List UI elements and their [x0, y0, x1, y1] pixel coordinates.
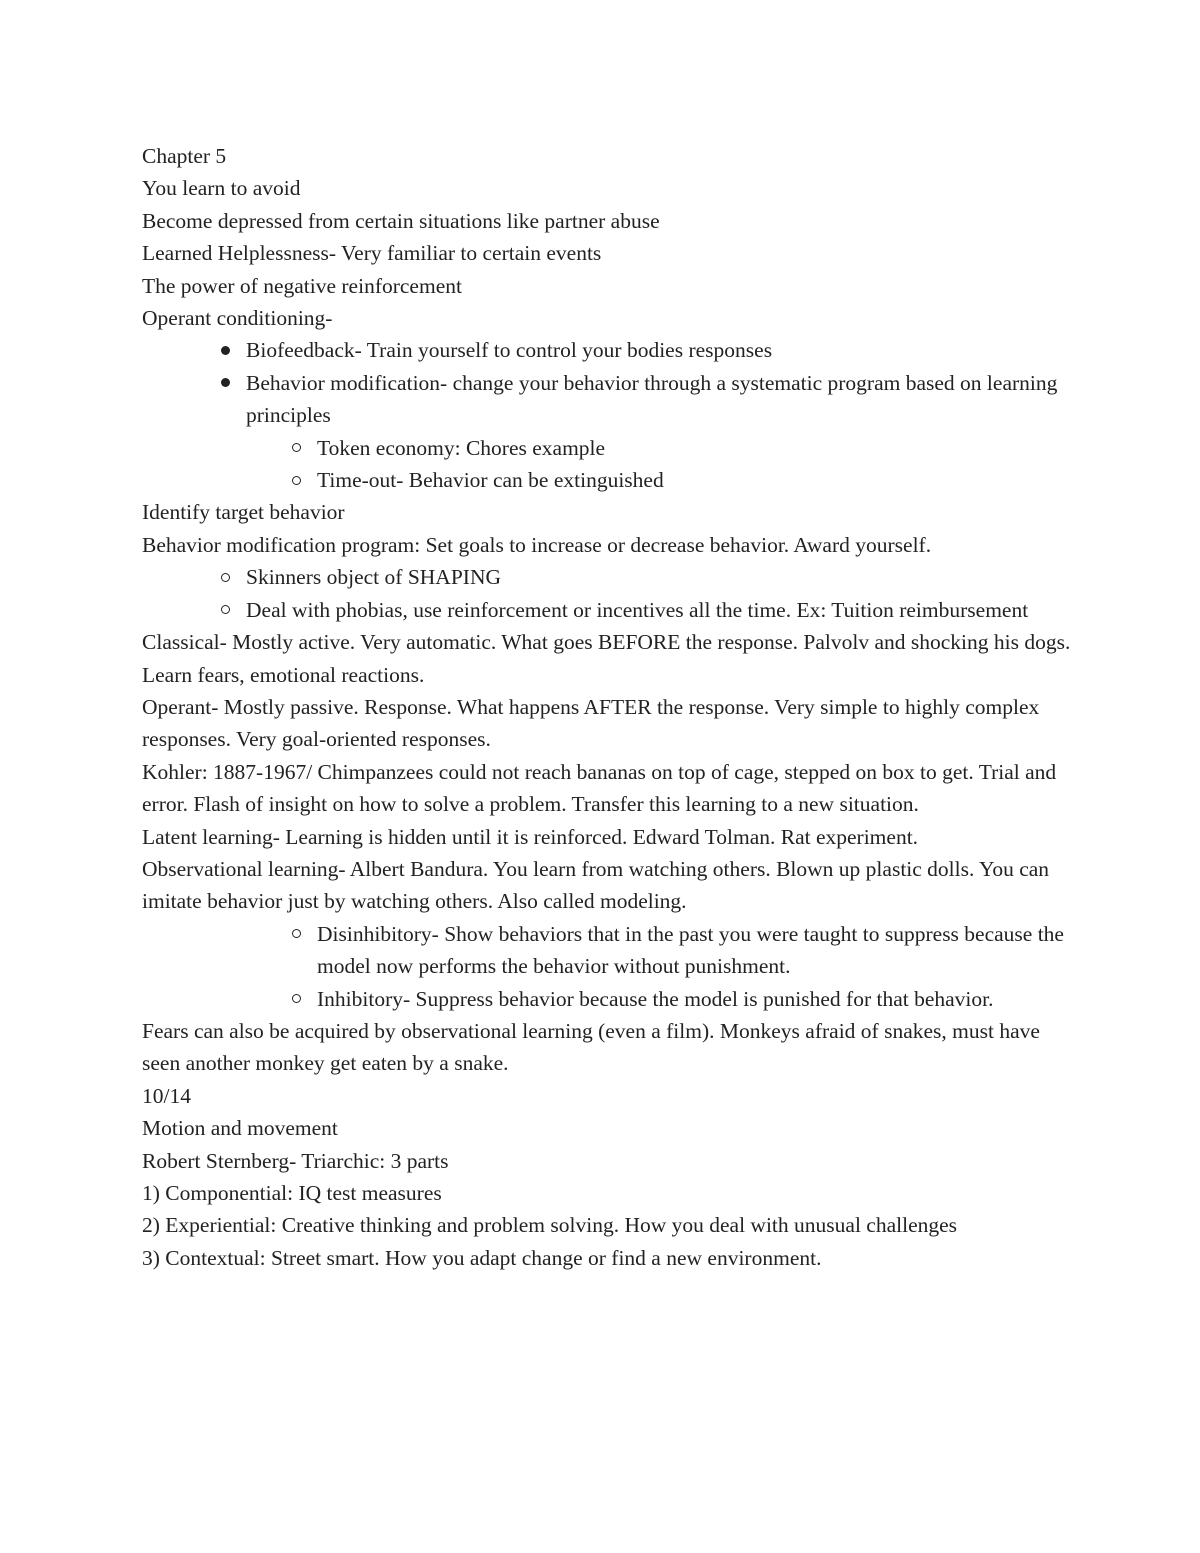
hollow-bullet-icon — [286, 983, 306, 1015]
note-line: Motion and movement — [142, 1116, 338, 1141]
bullet-text: Time-out- Behavior can be extinguished — [317, 468, 664, 493]
sub-bullet-item — [317, 464, 1072, 496]
filled-bullet-icon — [215, 367, 235, 399]
note-paragraph: Latent learning- Learning is hidden until it is reinforced. Edward Tolman. Rat experiment. — [142, 824, 919, 849]
numbered-line: 3) Contextual: Street smart. How you adapt change or find a new environment. — [142, 1245, 822, 1270]
bullet-text: Disinhibitory- Show behaviors that in the past you were taught to suppress because the model now performs the behavior without punishment. — [317, 921, 1064, 979]
note-line: Operant conditioning- — [142, 306, 333, 331]
note-line: Become depressed from certain situations like partner abuse — [142, 208, 660, 233]
note-paragraph: Operant- Mostly passive. Response. What happens AFTER the response. Very simple to highly complex responses. Very goal-oriented responses. — [142, 694, 1040, 752]
filled-bullet-icon — [215, 334, 235, 366]
bullet-text: Token economy: Chores example — [317, 435, 606, 460]
numbered-line: 1) Componential: IQ test measures — [142, 1181, 442, 1205]
sub-bullet-item — [317, 983, 1072, 1015]
note-line: You learn to avoid — [142, 176, 301, 201]
note-paragraph: Fears can also be acquired by observational learning (even a film). Monkeys afraid of snakes, must have seen another monkey get eaten by a snake. — [142, 1018, 1040, 1076]
note-paragraph: Kohler: 1887-1967/ Chimpanzees could not reach bananas on top of cage, stepped on box to get. Trial and error. Flash of insight on how to solve a problem. Transfer this learning to a new situation. — [142, 759, 1057, 817]
document-body — [142, 140, 1072, 1274]
chapter-heading: Chapter 5 — [142, 144, 227, 168]
hollow-bullet-icon — [215, 561, 235, 593]
numbered-line: 2) Experiential: Creative thinking and problem solving. How you deal with unusual challenges — [142, 1213, 958, 1238]
bullet-text: Biofeedback- Train yourself to control your bodies responses — [246, 338, 773, 363]
sub-bullet-item — [317, 918, 1072, 983]
note-paragraph: Classical- Mostly active. Very automatic. What goes BEFORE the response. Palvolv and shocking his dogs. Learn fears, emotional reactions. — [142, 630, 1071, 687]
note-line: The power of negative reinforcement — [142, 273, 462, 298]
bullet-item — [246, 334, 1072, 366]
note-line: Learned Helplessness- Very familiar to certain events — [142, 241, 602, 266]
note-line: Behavior modification program: Set goals to increase or decrease behavior. Award yourself. — [142, 532, 932, 557]
hollow-bullet-icon — [286, 432, 306, 464]
note-line: Robert Sternberg- Triarchic: 3 parts — [142, 1148, 449, 1173]
bullet-text: Skinners object of SHAPING — [246, 565, 501, 590]
bullet-item — [246, 594, 1072, 626]
sub-bullet-item — [317, 432, 1072, 464]
hollow-bullet-icon — [215, 594, 235, 626]
bullet-text: Behavior modification- change your behavior through a systematic program based on learning principles — [246, 370, 1058, 428]
bullet-item — [246, 367, 1072, 432]
note-line: Identify target behavior — [142, 500, 345, 525]
date-line: 10/14 — [142, 1083, 191, 1108]
hollow-bullet-icon — [286, 918, 306, 950]
hollow-bullet-icon — [286, 464, 306, 496]
bullet-text: Inhibitory- Suppress behavior because the model is punished for that behavior. — [317, 986, 994, 1011]
bullet-text: Deal with phobias, use reinforcement or incentives all the time. Ex: Tuition reimbursement — [246, 597, 1029, 622]
note-paragraph: Observational learning- Albert Bandura. You learn from watching others. Blown up plastic dolls. You can imitate behavior just by watching others. Also called modeling. — [142, 856, 1050, 914]
bullet-item — [246, 561, 1072, 593]
